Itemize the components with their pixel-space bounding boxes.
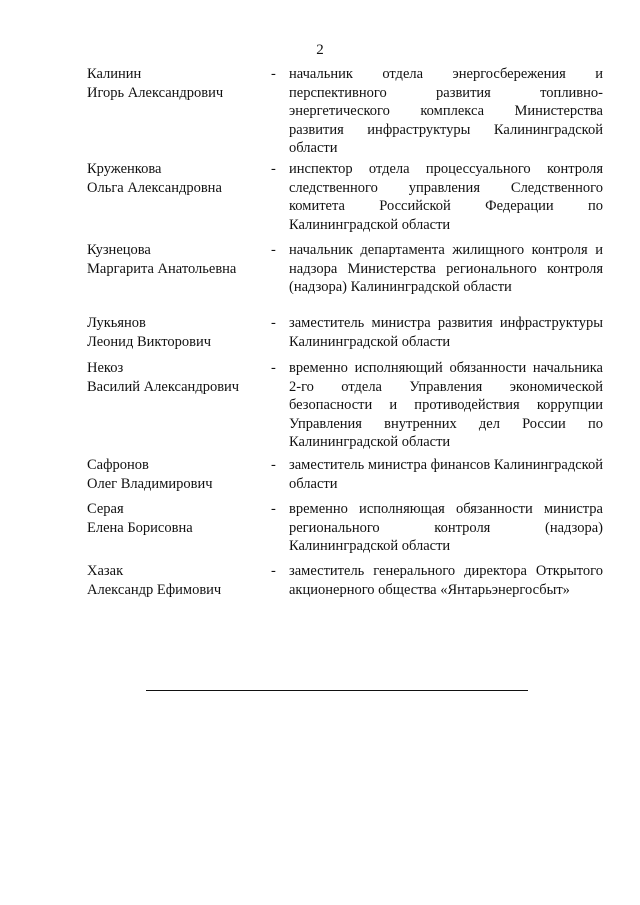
dash-separator: - bbox=[271, 501, 276, 517]
member-given-name: Маргарита Анатольевна bbox=[87, 260, 237, 277]
member-given-name: Елена Борисовна bbox=[87, 519, 193, 536]
member-given-name: Олег Владимирович bbox=[87, 475, 213, 492]
dash-separator: - bbox=[271, 563, 276, 579]
dash-separator: - bbox=[271, 360, 276, 376]
member-surname: Кузнецова bbox=[87, 242, 151, 258]
dash-separator: - bbox=[271, 315, 276, 331]
member-position: заместитель генерального директора Открытого акционерного общества «Янтарьэнергосбыт» bbox=[289, 563, 603, 598]
member-name bbox=[87, 241, 267, 278]
member-position: начальник отдела энергосбережения и перспективного развития топливно-энергетического комплекса Министерства развития инфраструктуры Калининградской области bbox=[289, 66, 603, 156]
member-surname: Некоз bbox=[87, 360, 124, 376]
end-separator-line bbox=[146, 690, 528, 691]
member-name bbox=[87, 160, 267, 197]
member-surname: Хазак bbox=[87, 563, 124, 579]
page-number: 2 bbox=[316, 42, 324, 58]
member-name bbox=[87, 65, 267, 102]
member-name bbox=[87, 500, 267, 537]
member-name bbox=[87, 359, 267, 396]
member-position: заместитель министра финансов Калининградской области bbox=[289, 457, 603, 492]
member-given-name: Игорь Александрович bbox=[87, 84, 224, 101]
member-surname: Калинин bbox=[87, 66, 142, 82]
member-surname: Лукьянов bbox=[87, 315, 146, 331]
member-surname: Серая bbox=[87, 501, 124, 517]
member-position: инспектор отдела процессуального контроля следственного управления Следственного комитета Российской Федерации по Калининградской области bbox=[289, 161, 603, 233]
member-given-name: Василий Александрович bbox=[87, 378, 240, 395]
member-position: начальник департамента жилищного контроля и надзора Министерства регионального контроля (надзора) Калининградской области bbox=[289, 242, 603, 295]
member-name bbox=[87, 562, 267, 599]
member-surname: Сафронов bbox=[87, 457, 149, 473]
dash-separator: - bbox=[271, 242, 276, 258]
member-name bbox=[87, 314, 267, 351]
member-name bbox=[87, 456, 267, 493]
member-position: заместитель министра развития инфраструктуры Калининградской области bbox=[289, 315, 603, 350]
member-given-name: Александр Ефимович bbox=[87, 581, 222, 598]
member-surname: Круженкова bbox=[87, 161, 162, 177]
member-given-name: Леонид Викторович bbox=[87, 333, 212, 350]
dash-separator: - bbox=[271, 457, 276, 473]
member-position: временно исполняющая обязанности министра регионального контроля (надзора) Калининградской области bbox=[289, 501, 603, 554]
dash-separator: - bbox=[271, 161, 276, 177]
member-given-name: Ольга Александровна bbox=[87, 179, 222, 196]
dash-separator: - bbox=[271, 66, 276, 82]
member-position: временно исполняющий обязанности начальника 2-го отдела Управления экономической безопасности и противодействия коррупции Управления внутренних дел России по Калининградской области bbox=[289, 360, 603, 450]
